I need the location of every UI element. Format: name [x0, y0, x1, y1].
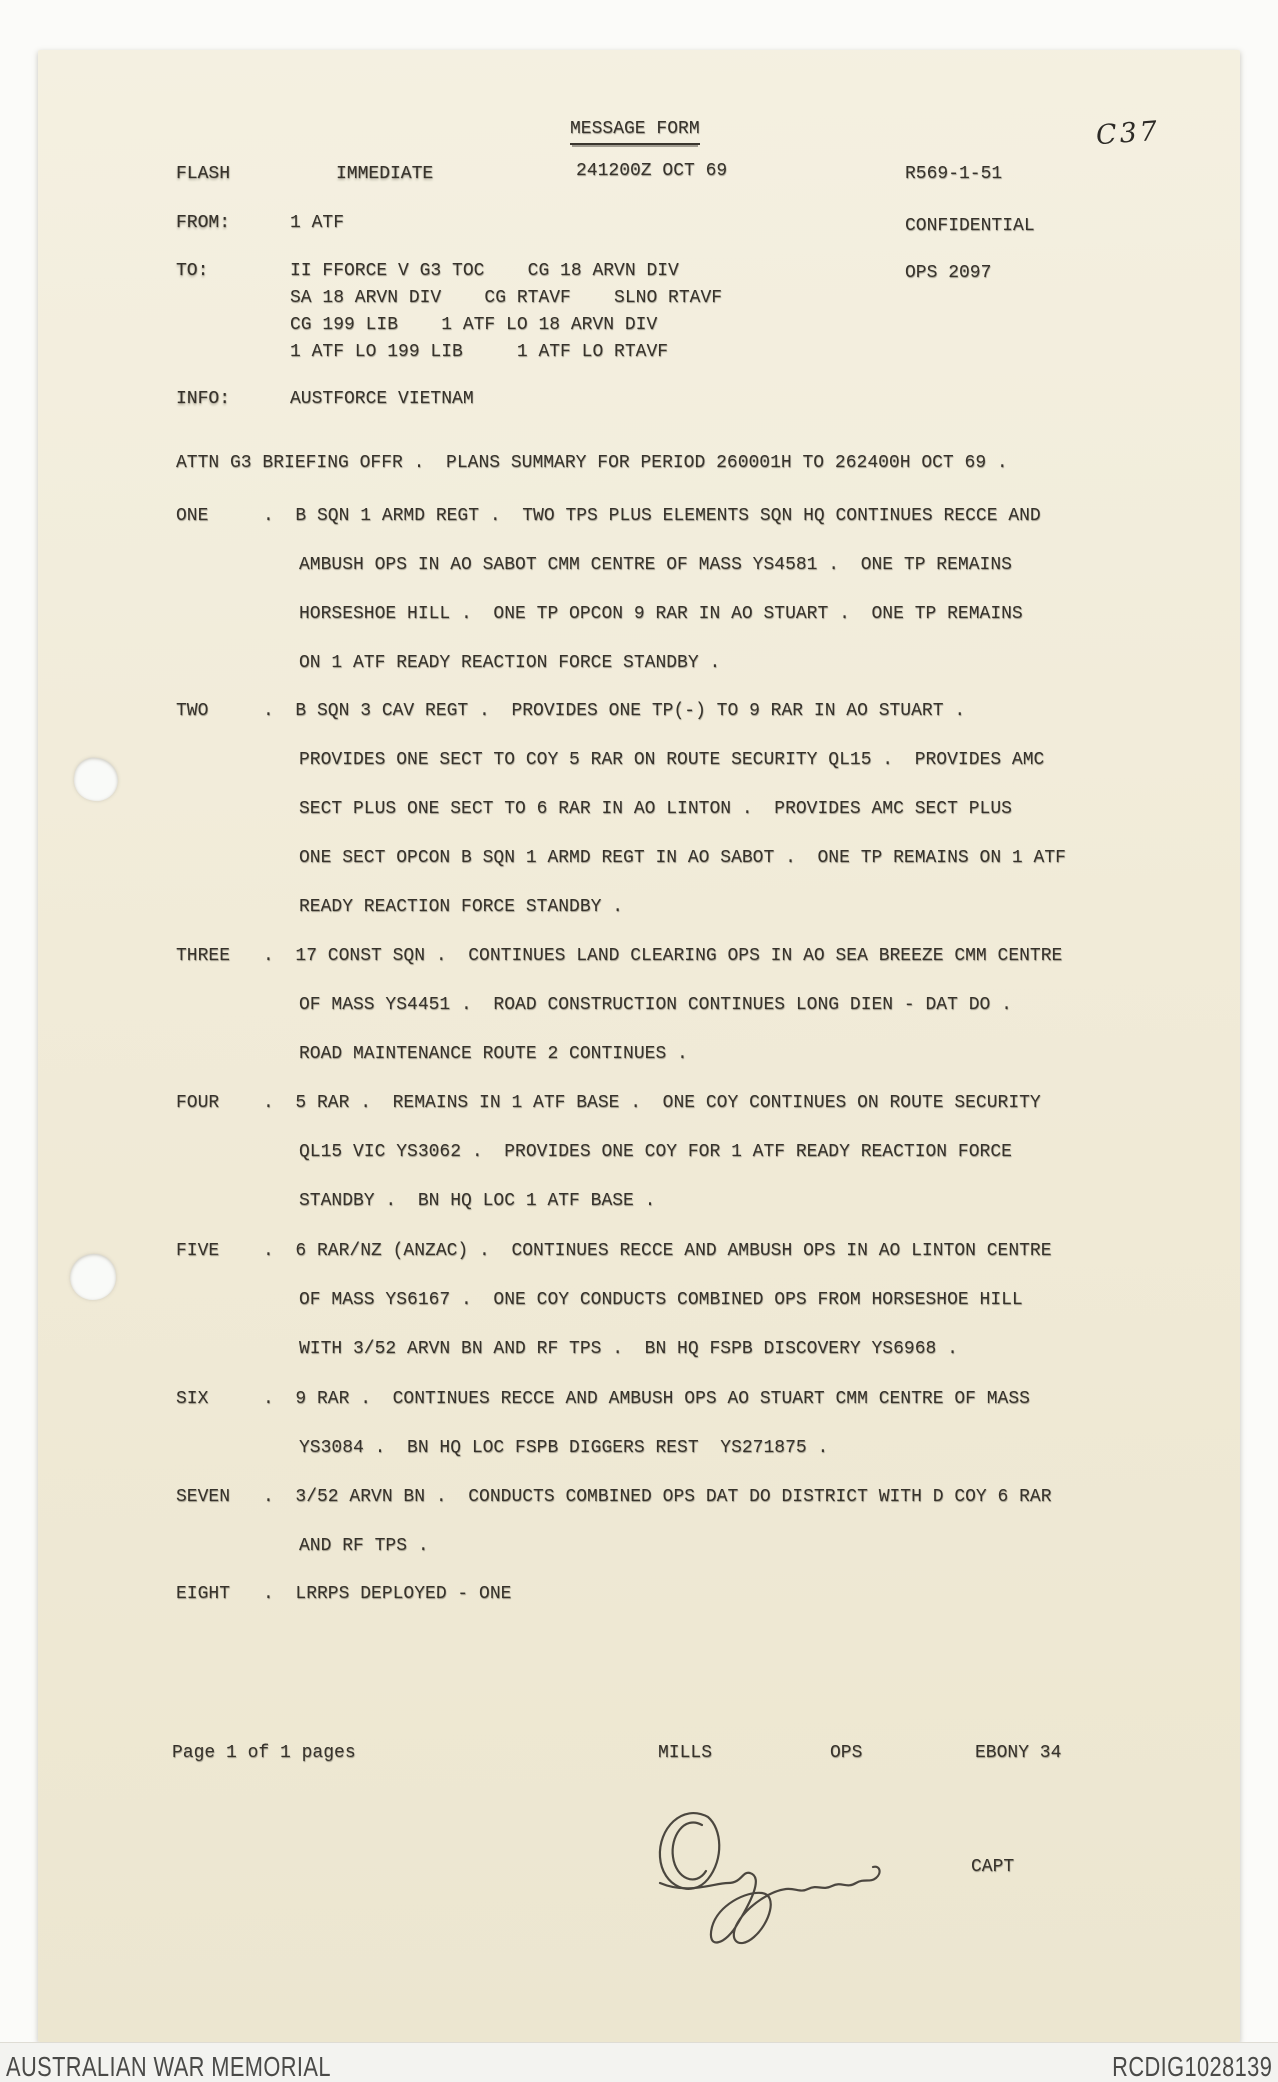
form-title: MESSAGE FORM — [570, 118, 700, 145]
archive-name: AUSTRALIAN WAR MEMORIAL — [6, 2051, 331, 2082]
classification-marking: CONFIDENTIAL — [905, 216, 1035, 236]
to-addressee-line: 1 ATF LO 199 LIB 1 ATF LO RTAVF — [290, 342, 669, 362]
paragraph-line: PROVIDES ONE SECT TO COY 5 RAR ON ROUTE SECURITY QL15 . PROVIDES AMC — [299, 750, 1045, 770]
precedence-action: FLASH — [176, 164, 231, 184]
handwritten-folio-note: C37 — [1094, 115, 1162, 152]
paragraph-line: WITH 3/52 ARVN BN AND RF TPS . BN HQ FSPB DISCOVERY YS6968 . — [299, 1339, 958, 1359]
paragraph-line: . 6 RAR/NZ (ANZAC) . CONTINUES RECCE AND AMBUSH OPS IN AO LINTON CENTRE — [263, 1241, 1052, 1261]
paragraph-line: STANDBY . BN HQ LOC 1 ATF BASE . — [299, 1191, 656, 1211]
to-label: TO: — [176, 261, 209, 281]
paragraph-label: THREE — [176, 946, 231, 966]
paragraph-line: OF MASS YS6167 . ONE COY CONDUCTS COMBINED OPS FROM HORSESHOE HILL — [299, 1290, 1023, 1310]
from-label: FROM: — [176, 213, 231, 233]
paragraph-line: ROAD MAINTENANCE ROUTE 2 CONTINUES . — [299, 1044, 688, 1064]
paragraph-label: EIGHT — [176, 1584, 231, 1604]
archive-footer-bar — [0, 2042, 1278, 2082]
ops-number: OPS 2097 — [905, 263, 992, 283]
paragraph-label: FOUR — [176, 1093, 220, 1113]
from-value: 1 ATF — [290, 213, 345, 233]
archive-id: RCDIG1028139 — [1111, 2051, 1272, 2082]
paragraph-line: . 9 RAR . CONTINUES RECCE AND AMBUSH OPS AO STUART CMM CENTRE OF MASS — [263, 1389, 1030, 1409]
paragraph-label: SEVEN — [176, 1487, 231, 1507]
paragraph-label: ONE — [176, 506, 209, 526]
paragraph-line: ON 1 ATF READY REACTION FORCE STANDBY . — [299, 653, 721, 673]
signature — [630, 1795, 930, 1970]
paragraph-label: SIX — [176, 1389, 209, 1409]
to-addressee-line: SA 18 ARVN DIV CG RTAVF SLNO RTAVF — [290, 288, 723, 308]
signer-rank: CAPT — [971, 1857, 1015, 1877]
paragraph-label: TWO — [176, 701, 209, 721]
callsign: EBONY 34 — [975, 1743, 1062, 1763]
attention-line: ATTN G3 BRIEFING OFFR . PLANS SUMMARY FOR PERIOD 260001H TO 262400H OCT 69 . — [176, 453, 1008, 473]
reference-number: R569-1-51 — [905, 164, 1003, 184]
precedence-info: IMMEDIATE — [336, 164, 434, 184]
info-value: AUSTFORCE VIETNAM — [290, 389, 474, 409]
paragraph-line: OF MASS YS4451 . ROAD CONSTRUCTION CONTINUES LONG DIEN - DAT DO . — [299, 995, 1012, 1015]
paragraph-line: . 17 CONST SQN . CONTINUES LAND CLEARING OPS IN AO SEA BREEZE CMM CENTRE — [263, 946, 1063, 966]
info-label: INFO: — [176, 389, 231, 409]
date-time-group: 241200Z OCT 69 — [576, 161, 728, 181]
paragraph-line: YS3084 . BN HQ LOC FSPB DIGGERS REST YS271875 . — [299, 1438, 829, 1458]
paragraph-line: . B SQN 3 CAV REGT . PROVIDES ONE TP(-) TO 9 RAR IN AO STUART . — [263, 701, 966, 721]
paragraph-line: ONE SECT OPCON B SQN 1 ARMD REGT IN AO SABOT . ONE TP REMAINS ON 1 ATF — [299, 848, 1066, 868]
paragraph-line: . B SQN 1 ARMD REGT . TWO TPS PLUS ELEMENTS SQN HQ CONTINUES RECCE AND — [263, 506, 1041, 526]
page-count: Page 1 of 1 pages — [172, 1743, 356, 1763]
paragraph-label: FIVE — [176, 1241, 220, 1261]
paragraph-line: READY REACTION FORCE STANDBY . — [299, 897, 624, 917]
paragraph-line: . 5 RAR . REMAINS IN 1 ATF BASE . ONE COY CONTINUES ON ROUTE SECURITY — [263, 1093, 1041, 1113]
paragraph-line: QL15 VIC YS3062 . PROVIDES ONE COY FOR 1 ATF READY REACTION FORCE — [299, 1142, 1012, 1162]
branch: OPS — [830, 1743, 863, 1763]
paragraph-line: SECT PLUS ONE SECT TO 6 RAR IN AO LINTON . PROVIDES AMC SECT PLUS — [299, 799, 1012, 819]
releaser-name: MILLS — [658, 1743, 713, 1763]
to-addressee-line: CG 199 LIB 1 ATF LO 18 ARVN DIV — [290, 315, 658, 335]
paragraph-line: . 3/52 ARVN BN . CONDUCTS COMBINED OPS DAT DO DISTRICT WITH D COY 6 RAR — [263, 1487, 1052, 1507]
paragraph-line: HORSESHOE HILL . ONE TP OPCON 9 RAR IN AO STUART . ONE TP REMAINS — [299, 604, 1023, 624]
paragraph-line: AMBUSH OPS IN AO SABOT CMM CENTRE OF MASS YS4581 . ONE TP REMAINS — [299, 555, 1012, 575]
paragraph-line: AND RF TPS . — [299, 1536, 429, 1556]
to-addressee-line: II FFORCE V G3 TOC CG 18 ARVN DIV — [290, 261, 679, 281]
paragraph-line: . LRRPS DEPLOYED - ONE — [263, 1584, 512, 1604]
